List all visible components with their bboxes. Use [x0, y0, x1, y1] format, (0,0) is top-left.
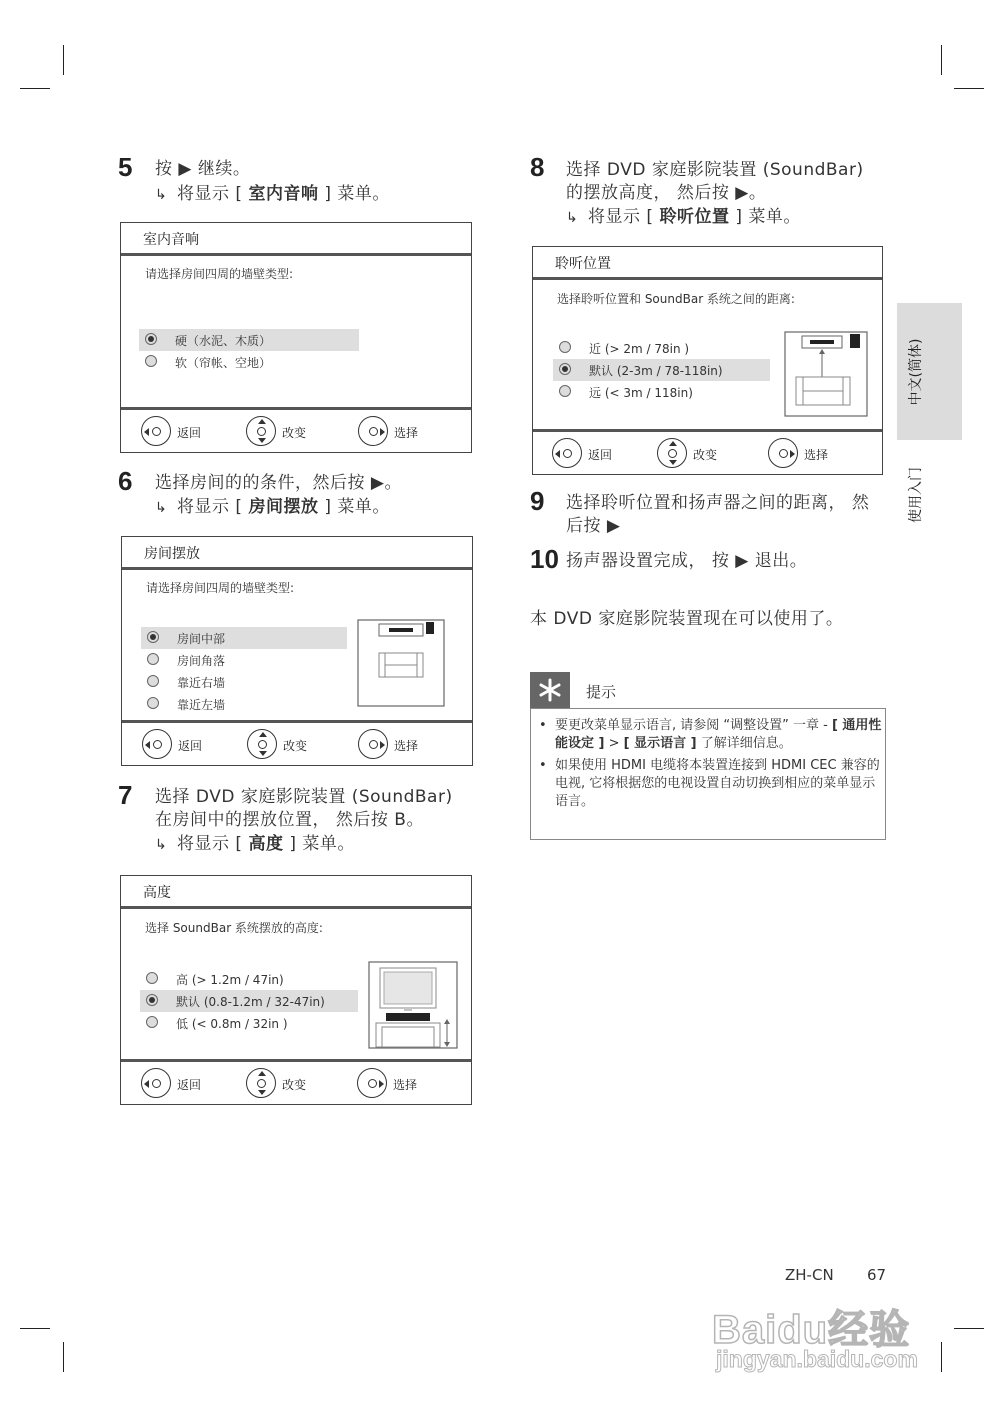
radio-icon: [146, 1016, 158, 1028]
nav-pad-icon: [657, 438, 687, 468]
menu-title: 房间摆放: [144, 546, 200, 562]
arrow-icon: [144, 1080, 149, 1088]
menu-title-bar: [121, 876, 471, 909]
step-number: 6: [118, 466, 133, 496]
indoor-sound-menu: [120, 222, 472, 453]
arrow-icon: [555, 450, 560, 458]
step-number: 10: [530, 544, 559, 574]
step-result: ↳ 将显示 [ 聆听位置 ] 菜单。: [566, 206, 801, 230]
step-number: 5: [118, 152, 133, 182]
result-arrow-icon: ↳: [155, 500, 168, 516]
tip-title: 提示: [586, 683, 617, 701]
language-code: ZH-CN: [785, 1266, 834, 1284]
watermark-logo: Baidu经验: [712, 1308, 911, 1352]
result-arrow-icon: ↳: [155, 837, 168, 853]
menu-option[interactable]: 低 (< 0.8m / 32in ): [140, 1012, 358, 1034]
crop-mark: [20, 88, 50, 89]
tip-item: • 如果使用 HDMI 电缆将本装置连接到 HDMI CEC 兼容的电视, 它将根据您的电视设置自动切换到相应的菜单显示语言。: [531, 757, 885, 811]
ready-text: 本 DVD 家庭影院装置现在可以使用了。: [530, 609, 844, 629]
arrow-icon: [144, 428, 149, 436]
menu-footer: 返回 改变 选择: [121, 407, 471, 452]
menu-option[interactable]: 远 (< 3m / 118in): [553, 381, 770, 403]
menu-option[interactable]: 近 (> 2m / 78in ): [553, 337, 770, 359]
radio-icon: [147, 653, 159, 665]
arrow-icon: [258, 1090, 266, 1095]
nav-pad-icon: [768, 438, 798, 468]
room-placement-menu: [121, 536, 473, 766]
nav-pad-icon: [358, 729, 388, 759]
radio-icon: [147, 675, 159, 687]
menu-title: 聆听位置: [555, 256, 611, 272]
menu-title-bar: [122, 537, 472, 570]
tip-item: • 要更改菜单显示语言, 请参阅 “调整设置” 一章 - [ 通用性能设定 ] > [ 显示语言 ] 了解详细信息。: [531, 717, 885, 753]
menu-prompt: 选择 SoundBar 系统摆放的高度:: [145, 921, 323, 935]
nav-pad-icon: [357, 1068, 387, 1098]
radio-icon: [559, 385, 571, 397]
watermark-url: jingyan.baidu.com: [716, 1346, 918, 1372]
step-result: ↳ 将显示 [ 房间摆放 ] 菜单。: [155, 496, 390, 520]
step-text: 后按 ▶: [566, 516, 621, 536]
crop-mark: [63, 45, 64, 75]
step-number: 9: [530, 486, 545, 516]
page-number: 67: [867, 1266, 887, 1284]
menu-title: 室内音响: [143, 232, 199, 248]
menu-option[interactable]: 默认 (2-3m / 78-118in): [553, 359, 770, 381]
menu-footer: 返回 改变 选择: [121, 1059, 471, 1104]
height-illustration: [368, 961, 458, 1049]
nav-pad-icon: [246, 416, 276, 446]
step-number: 7: [118, 780, 133, 810]
step-result: ↳ 将显示 [ 室内音响 ] 菜单。: [155, 183, 390, 207]
step-text: 选择 DVD 家庭影院装置 (SoundBar): [566, 160, 864, 180]
height-menu: [120, 875, 472, 1105]
step-text: 选择聆听位置和扬声器之间的距离， 然: [566, 493, 870, 513]
radio-icon: [147, 697, 159, 709]
radio-icon: [145, 355, 157, 367]
nav-pad-icon: [142, 729, 172, 759]
menu-prompt: 请选择房间四周的墙壁类型:: [145, 267, 294, 281]
menu-option[interactable]: 软（帘帐、空地）: [139, 351, 359, 373]
arrow-icon: [669, 460, 677, 465]
menu-option[interactable]: 房间中部: [141, 627, 347, 649]
side-section-label: 使用入门: [908, 467, 924, 523]
room-center-illustration: [357, 619, 445, 707]
step-text: 按 ▶ 继续。: [155, 159, 251, 179]
menu-option[interactable]: 默认 (0.8-1.2m / 32-47in): [140, 990, 358, 1012]
menu-footer: 返回 改变 选择: [122, 720, 472, 765]
nav-pad-icon: [141, 416, 171, 446]
radio-icon: [145, 333, 157, 345]
listening-position-menu: [532, 246, 883, 475]
crop-mark: [20, 1328, 50, 1329]
listening-distance-illustration: [784, 331, 868, 417]
nav-pad-icon: [246, 1068, 276, 1098]
radio-icon: [147, 631, 159, 643]
tip-box: [530, 708, 886, 840]
step-text: 选择 DVD 家庭影院装置 (SoundBar): [155, 787, 453, 807]
nav-pad-icon: [552, 438, 582, 468]
menu-title-bar: [121, 223, 471, 256]
radio-icon: [559, 363, 571, 375]
menu-title: 高度: [143, 885, 171, 901]
arrow-icon: [380, 428, 385, 436]
radio-icon: [559, 341, 571, 353]
menu-option[interactable]: 靠近左墙: [141, 693, 347, 715]
step-text: 的摆放高度， 然后按 ▶。: [566, 183, 767, 203]
arrow-icon: [380, 741, 385, 749]
arrow-icon: [258, 438, 266, 443]
menu-option[interactable]: 靠近右墙: [141, 671, 347, 693]
crop-mark: [941, 45, 942, 75]
step-text: 选择房间的的条件，然后按 ▶。: [155, 473, 402, 493]
menu-option[interactable]: 高 (> 1.2m / 47in): [140, 968, 358, 990]
result-arrow-icon: ↳: [566, 210, 579, 226]
result-arrow-icon: ↳: [155, 187, 168, 203]
menu-prompt: 请选择房间四周的墙壁类型:: [146, 581, 295, 595]
step-text: 扬声器设置完成， 按 ▶ 退出。: [566, 551, 808, 571]
menu-footer: 返回 改变 选择: [533, 429, 882, 474]
radio-icon: [146, 994, 158, 1006]
tip-icon: [530, 672, 570, 708]
arrow-icon: [259, 751, 267, 756]
menu-option[interactable]: 房间角落: [141, 649, 347, 671]
nav-pad-icon: [358, 416, 388, 446]
step-text: 在房间中的摆放位置， 然后按 B。: [155, 810, 424, 830]
arrow-icon: [790, 450, 795, 458]
crop-mark: [954, 1328, 984, 1329]
arrow-icon: [258, 419, 266, 424]
menu-option[interactable]: 硬（水泥、木质）: [139, 329, 359, 351]
crop-mark: [941, 1342, 942, 1372]
arrow-icon: [258, 1071, 266, 1076]
nav-pad-icon: [141, 1068, 171, 1098]
side-tab-lang: 中文(简体): [908, 338, 924, 406]
arrow-icon: [669, 441, 677, 446]
arrow-icon: [379, 1080, 384, 1088]
step-number: 8: [530, 152, 545, 182]
crop-mark: [954, 88, 984, 89]
nav-pad-icon: [247, 729, 277, 759]
radio-icon: [146, 972, 158, 984]
arrow-icon: [259, 732, 267, 737]
arrow-icon: [145, 741, 150, 749]
step-result: ↳ 将显示 [ 高度 ] 菜单。: [155, 833, 355, 857]
crop-mark: [63, 1342, 64, 1372]
menu-prompt: 选择聆听位置和 SoundBar 系统之间的距离:: [557, 292, 795, 306]
menu-title-bar: [533, 247, 882, 280]
